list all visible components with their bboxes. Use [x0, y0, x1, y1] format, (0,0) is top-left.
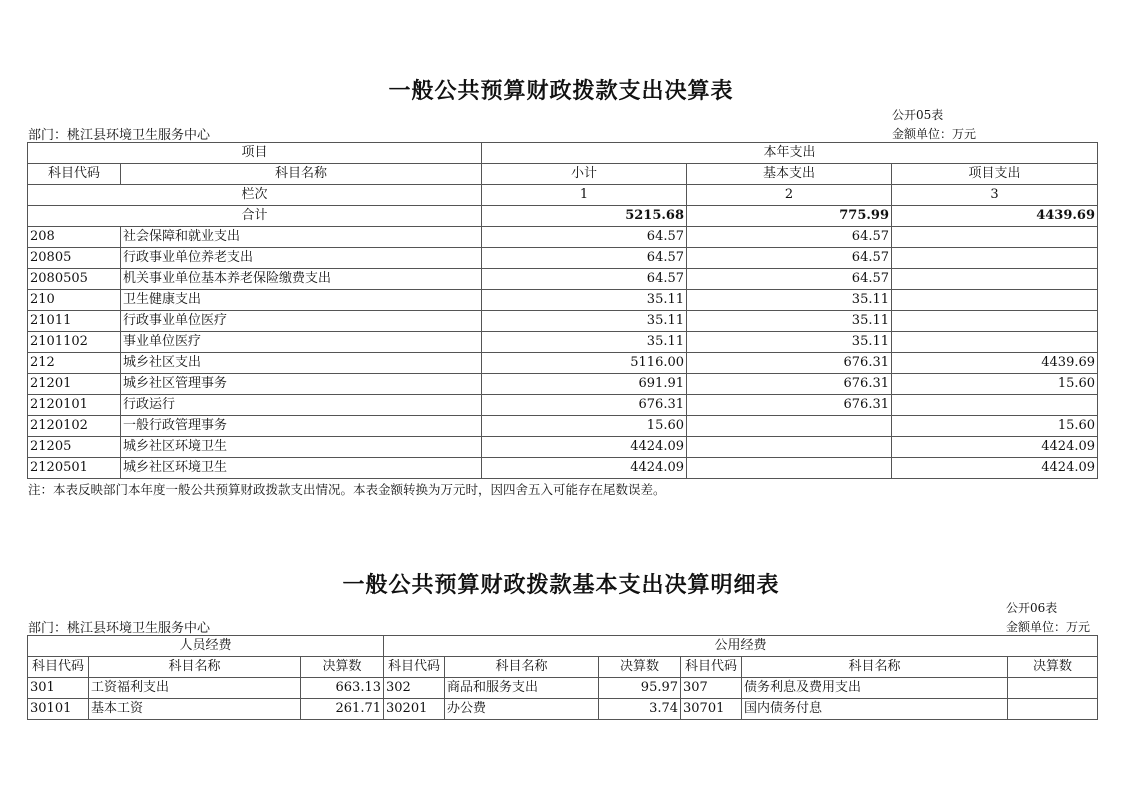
subject-name: 机关事业单位基本养老保险缴费支出	[121, 269, 482, 290]
subject-code: 2120102	[28, 416, 121, 437]
subtotal-value: 676.31	[482, 395, 687, 416]
subject-code: 212	[28, 353, 121, 374]
header-code: 科目代码	[28, 164, 121, 185]
personnel-amount: 663.13	[301, 678, 384, 699]
subject-name: 社会保障和就业支出	[121, 227, 482, 248]
subject-name: 事业单位医疗	[121, 332, 482, 353]
header-code: 科目代码	[28, 657, 89, 678]
table-row	[28, 311, 1098, 332]
project-value	[892, 227, 1098, 248]
header-column: 栏次	[28, 185, 482, 206]
basic-value: 35.11	[687, 332, 892, 353]
subject-name: 一般行政管理事务	[121, 416, 482, 437]
basic-value	[687, 416, 892, 437]
personnel-name: 工资福利支出	[89, 678, 301, 699]
personnel-name: 基本工资	[89, 699, 301, 720]
table1-total-row	[28, 206, 1098, 227]
table-row	[28, 248, 1098, 269]
table-row	[28, 416, 1098, 437]
table-row	[28, 353, 1098, 374]
project-value: 4424.09	[892, 458, 1098, 479]
subject-name: 卫生健康支出	[121, 290, 482, 311]
table2-header-row-2	[28, 657, 1098, 678]
basic-value: 35.11	[687, 290, 892, 311]
header-subtotal: 小计	[482, 164, 687, 185]
subtotal-value: 64.57	[482, 227, 687, 248]
project-value	[892, 290, 1098, 311]
subtotal-value: 64.57	[482, 269, 687, 290]
subtotal-value: 691.91	[482, 374, 687, 395]
subtotal-value: 4424.09	[482, 437, 687, 458]
project-value: 15.60	[892, 374, 1098, 395]
basic-value	[687, 458, 892, 479]
header-year-expense: 本年支出	[482, 143, 1098, 164]
subject-name: 城乡社区支出	[121, 353, 482, 374]
header-public: 公用经费	[384, 636, 1098, 657]
table1-note: 注：本表反映部门本年度一般公共预算财政拨款支出情况。本表金额转换为万元时，因四舍五入可能存在尾数误差。	[28, 482, 666, 497]
personnel-code: 301	[28, 678, 89, 699]
subtotal-value: 35.11	[482, 311, 687, 332]
basic-value: 35.11	[687, 311, 892, 332]
table1-title: 一般公共预算财政拨款支出决算表	[388, 78, 734, 104]
project-value: 4424.09	[892, 437, 1098, 458]
subject-code: 20805	[28, 248, 121, 269]
table1-department: 部门：桃江县环境卫生服务中心	[28, 128, 211, 143]
public-code: 30701	[681, 699, 742, 720]
header-name: 科目名称	[445, 657, 599, 678]
table-row	[28, 269, 1098, 290]
subject-code: 21205	[28, 437, 121, 458]
header-name: 科目名称	[89, 657, 301, 678]
table-row	[28, 332, 1098, 353]
subject-name: 行政事业单位医疗	[121, 311, 482, 332]
table-row	[28, 699, 1098, 720]
basic-value: 64.57	[687, 269, 892, 290]
table-row	[28, 458, 1098, 479]
subject-code: 208	[28, 227, 121, 248]
header-amount: 决算数	[599, 657, 681, 678]
header-basic: 基本支出	[687, 164, 892, 185]
header-code: 科目代码	[384, 657, 445, 678]
header-personnel: 人员经费	[28, 636, 384, 657]
subject-name: 城乡社区环境卫生	[121, 458, 482, 479]
subject-name: 城乡社区管理事务	[121, 374, 482, 395]
personnel-code: 30101	[28, 699, 89, 720]
table1-header-row-2	[28, 164, 1098, 185]
subtotal-value: 35.11	[482, 332, 687, 353]
public-amount	[1008, 699, 1098, 720]
subject-code: 210	[28, 290, 121, 311]
table1	[27, 142, 1098, 479]
basic-value: 676.31	[687, 353, 892, 374]
subject-code: 21201	[28, 374, 121, 395]
header-amount: 决算数	[301, 657, 384, 678]
header-code: 科目代码	[681, 657, 742, 678]
table2-department: 部门：桃江县环境卫生服务中心	[28, 621, 211, 636]
header-amount: 决算数	[1008, 657, 1098, 678]
column-3: 3	[892, 185, 1098, 206]
table1-column-row	[28, 185, 1098, 206]
public-amount	[1008, 678, 1098, 699]
public-name: 商品和服务支出	[445, 678, 599, 699]
subtotal-value: 4424.09	[482, 458, 687, 479]
subtotal-value: 5116.00	[482, 353, 687, 374]
subtotal-value: 64.57	[482, 248, 687, 269]
table-row	[28, 678, 1098, 699]
total-project: 4439.69	[892, 206, 1098, 227]
subject-code: 21011	[28, 311, 121, 332]
project-value	[892, 269, 1098, 290]
project-value	[892, 332, 1098, 353]
table2-unit: 金额单位：万元	[1006, 620, 1091, 634]
table-row	[28, 227, 1098, 248]
basic-value	[687, 437, 892, 458]
table2-number: 公开06表	[1006, 601, 1058, 615]
basic-value: 64.57	[687, 248, 892, 269]
personnel-amount: 261.71	[301, 699, 384, 720]
project-value	[892, 248, 1098, 269]
subtotal-value: 15.60	[482, 416, 687, 437]
subtotal-value: 35.11	[482, 290, 687, 311]
total-subtotal: 5215.68	[482, 206, 687, 227]
subject-name: 行政运行	[121, 395, 482, 416]
table-row	[28, 290, 1098, 311]
project-value	[892, 395, 1098, 416]
subject-name: 城乡社区环境卫生	[121, 437, 482, 458]
public-code: 30201	[384, 699, 445, 720]
table1-unit: 金额单位：万元	[892, 127, 977, 141]
subject-name: 行政事业单位养老支出	[121, 248, 482, 269]
subject-code: 2120501	[28, 458, 121, 479]
subject-code: 2080505	[28, 269, 121, 290]
total-label: 合计	[28, 206, 482, 227]
table-row	[28, 437, 1098, 458]
table2-title: 一般公共预算财政拨款基本支出决算明细表	[342, 572, 780, 598]
header-project: 项目支出	[892, 164, 1098, 185]
subject-code: 2120101	[28, 395, 121, 416]
table-row	[28, 374, 1098, 395]
basic-value: 676.31	[687, 395, 892, 416]
public-code: 302	[384, 678, 445, 699]
header-name: 科目名称	[121, 164, 482, 185]
public-amount: 3.74	[599, 699, 681, 720]
column-1: 1	[482, 185, 687, 206]
header-item: 项目	[28, 143, 482, 164]
table1-header-row-1	[28, 143, 1098, 164]
table1-number: 公开05表	[892, 108, 944, 122]
public-name: 办公费	[445, 699, 599, 720]
project-value: 4439.69	[892, 353, 1098, 374]
project-value	[892, 311, 1098, 332]
public-name: 债务利息及费用支出	[742, 678, 1008, 699]
table-row	[28, 395, 1098, 416]
public-code: 307	[681, 678, 742, 699]
table2	[27, 635, 1098, 720]
project-value: 15.60	[892, 416, 1098, 437]
column-2: 2	[687, 185, 892, 206]
basic-value: 676.31	[687, 374, 892, 395]
subject-code: 2101102	[28, 332, 121, 353]
total-basic: 775.99	[687, 206, 892, 227]
public-amount: 95.97	[599, 678, 681, 699]
table2-header-row-1	[28, 636, 1098, 657]
basic-value: 64.57	[687, 227, 892, 248]
header-name: 科目名称	[742, 657, 1008, 678]
public-name: 国内债务付息	[742, 699, 1008, 720]
